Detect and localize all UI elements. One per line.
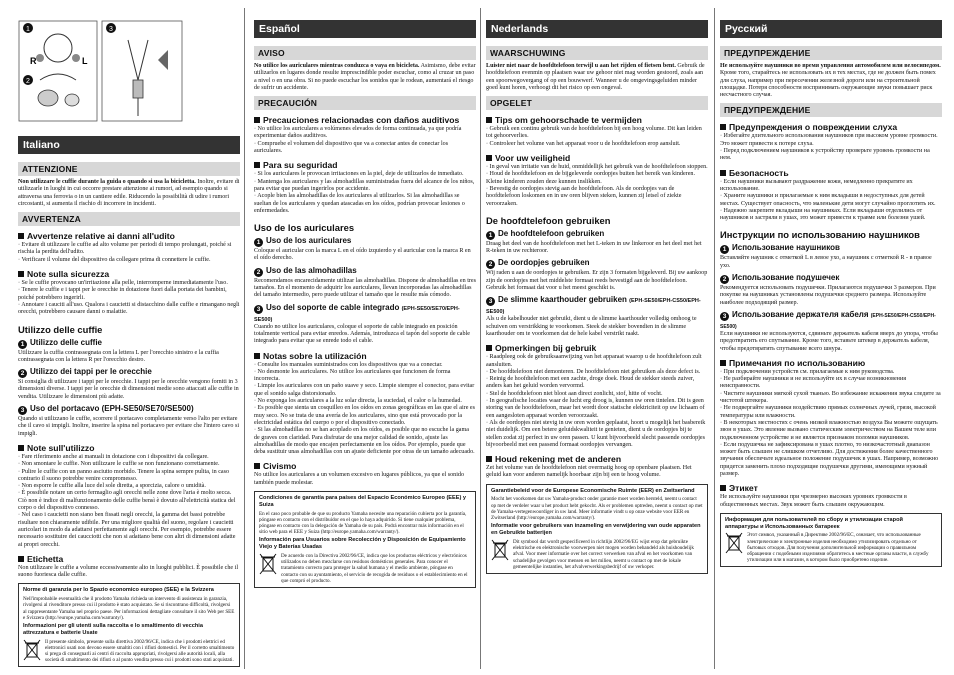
usage-3-text: Cuando no utilice los auriculares, coloque el soporte de cable integrado en posición totalmente vertical para evitar enredos. Además, introduzca el tapón del soporte de cable integrado para evitar que se enrede todo el cable. — [254, 323, 470, 345]
warranty-box: Norme di garanzia per lo Spazio economico europeo (SEE) e la Svizzera Nell'improbabile eventualità che il prodotto Yamaha richieda un intervento di assistenza in garanzia, rivolgersi al rivenditore presso cui il prodotto è stato acquistato. Se si riscontrano difficoltà, rivolgersi al rappresentante Yamaha nel proprio paese. Per informazioni dettagliate consultare il sito Web per SEE e Svizzera (http://europe.yamaha.com/warranty/). Informazioni per gli utenti sulla raccolta e lo smaltimento di vecchia attrezzatura e batterie Usate Il presente simbolo, presente sulla direttiva 2002/96/CE, indica che i prodotti elettrici ed elettronici usati non devono essere smaltiti con i rifiuti domestici. Per il corretto smaltimento si prega di consegnarli ai centri di raccolta appropriati, rivolgersi alle autorità locali, alla società di smaltimento dei rifiuti o al punto vendita presso cui i prodotti sono stati acquistati. — [18, 583, 240, 667]
subheading-3: 3 Uso del portacavo (EPH-SE50/SE70/SE500) — [18, 404, 240, 415]
usage-illustration — [18, 20, 240, 122]
etiquette-text: Не используйте наушники при чрезмерно высоких уровнях громкости в общественных местах. Звук может быть слышен окружающим. — [720, 494, 907, 508]
weee-bin-icon — [491, 539, 509, 561]
language-header: Русский — [720, 20, 942, 38]
weee-bin-icon — [725, 532, 743, 554]
notes-text: · Fare riferimento anche ai manuali in dotazione con i dispositivi da collegare. · Non smontare le cuffie. Non utilizzare le cuffie se non funzionano correttamente. · Pulire le cuffie con un panno asciutto morbido. Tenere la spina sempre pulita, in caso contrario il suono potrebbe venire compromesso. · Non esporre le cuffie alla luce del sole diretta, a sporcizia, calore o umidità. · È possibile notare un certo fermaglio agli orecchi nelle zone dove l'aria è molto secca. Ciò non è indice di malfunzionamento delle cuffie bensì è dovuto all'elettricità statica del corpo o del dispositivo connesso. · Nel caso i caucietti non siano ben fissati negli orecchi, la gamma dei bassi potrebbe risultare non chiaramente udibile. Per una migliore qualità del suono, regolare i caucietti auricolari in modo da adattarsi perfettamente agli orecchi. Per esempio, potrebbe essere necessario sostituire dei caucciotti che non si adattano bene con altri di dimensioni adatte ai propri orecchi. — [18, 453, 236, 548]
usage-3-text: Als u de kabelhouder niet gebruikt, dient u de slimme kaarthouder volledig omhoog te schuiven om verstrikking te voorkomen. Steek de stekker bovendien in de slimme kaarthouder om te voorkomen dat de hele kabel verstrikt raakt. — [486, 316, 697, 337]
warranty-box: Condiciones de garantía para países del Espacio Económico Europeo (EEE) y Suiza En el caso poco probable de que su producto Yamaha necesite una reparación cubierta por la garantía, póngase en contacto con el distribuidor en el que lo haya adquirido. Si tiene cualquier problema, póngase en contacto con la delegación de Yamaha de su país. Podrá encontrar más información en el sitio web para el EEE y Suiza (http://europe.yamaha.com/warranty/). Información para Usuarios sobre Recolección y Disposición de Equipamiento Viejo y Baterías Usadas De acuerdo con la Directiva 2002/96/CE, indica que los productos eléctricos y electrónicos utilizados no deben mezclarse con residuos domésticos generales. Para conocer el tratamiento correcto para proteger la salud humana y el medio ambiente, póngase en contacto con su ayuntamiento, el servicio de recogida de residuos o el establecimiento en el que compró el producto. — [254, 491, 476, 588]
section-opgelet: OPGELET — [486, 96, 708, 110]
warning-lead: Non utilizzare le cuffie durante la guida o quando si usa la bicicletta. — [18, 179, 196, 185]
column-nederlands: Nederlands WAARSCHUWING Luister niet naar de hoofdtelefoon terwijl u aan het rijden of fietsen bent. Gebruik de hoofdtelefoon evenmin op plaatsen waar uw gehoor niet mag worden gestoord, zoals aan een spoorwegovergang of op een bouwwerf. Wanneer u de omgevingsgeluiden minder goed kunt horen, verhoogt dit het risico op een ongeval. OPGELET Tips om gehoorschade te vermijden · Gebruik een continu gebruik van de hoofdtelefoon bij een hoog volume. Dit kan leiden tot gehoorverlies. · Controleer het volume van het apparaat voor u de hoofdtelefoon erop aansluit. Voor uw veiligheid · In geval van irritatie van de huid, onmiddellijk het gebruik van de hoofdtelefoon stoppen. · Houd de hoofdtelefoon en de bijgeleverde oordopjes buiten het bereik van kinderen. Kleine kinderen zouden deze kunnen inslikken. · Bevestig de oordopjes stevig aan de hoofdtelefoon. Als de oordopjes van de hoofdtelefoon loskomen en in uw oren blijven steken, kunnen zij letsel of ziekte veroorzaken. De hoofdtelefoon gebruiken 1 De hoofdtelefoon gebruiken Draag het deel van de hoofdtelefoon met het L-teken in uw linkeroor en het deel met het R-teken in uw rechteroor. 2 De oordopjes gebruiken Wij raden u aan de oordopjes te gebruiken. Er zijn 3 formaten bijgeleverd. Bij uw aankoop zijn de oordopjes met het middelste formaat reeds bevestigd aan de hoofdtelefoon. Gebruik het formaat dat voor u het meest geschikt is. 3 De slimme kaarthouder gebruiken (EPH-SE50/EPH-CS50/EPH-SE500) Als u de kabelhouder niet gebruikt, dient u de slimme kaarthouder volledig omhoog te schuiven om verstrikking te voorkomen. Steek de stekker bovendien in de slimme kaarthouder om te voorkomen dat de hele kabel verstrikt raakt. Opmerkingen bij gebruik · Raadpleeg ook de gebruiksaanwijzing van het apparaat waarop u de hoofdtelefoon zult aansluiten. · De hoofdtelefoon niet demonteren. De hoofdtelefoon niet gebruiken als deze defect is. · Reinig de hoofdtelefoon met een zachte, droge doek. Houd de stekker steeds zuiver, anders kan het geluid worden vervormd. · Stel de hoofdtelefoon niet bloot aan direct zonlicht, stof, hitte of vocht. · In geografische locaties waar de lucht erg droog is, kunnen uw oren tintelen. Dit is geen storing van de hoofdtelefoon, maar het wordt door statische elektriciteit op uw lichaam of een aangesloten apparaat worden veroorzaakt. · Als de oordopjes niet stevig in uw oren worden geplaatst, hoort u mogelijk het basbereik niet duidelijk. Om een betere geluidskwaliteit te genieten, dient u de oordopjes bij te stellen zodat zij perfect in uw oren passen. U kunt bijvoorbeeld slecht passende oordopjes bijvoorbeeld met een passend formaat oordopjes vervangen. Houd rekening met de anderen Zet het volume van de hoofdtelefoon niet overmatig hoog op openbare plaatsen. Het geluid kan voor anderen namelijk hoorbaar zijn bij een te hoog volume. Garantiebeleid voor de Europese Economische Ruimte (EER) en Zwitserland Mocht het voorkomen dat uw Yamaha-product onder garantie moet worden hersteld, neemt u contact op met de verdeler waar u het product hebt gekocht. Als er problemen optreden, neemt u contact op met de Yamaha-vertegenwoordiger in uw land. Meer informatie vindt u op onze website voor EER en Zwitserland (http://europe.yamaha.com/warranty/). Informatie voor gebruikers van inzameling en verwijdering van oude apparaten en Gebruikte batterijen Dit symbool dat wordt gespecificeerd in richtlijn 2002/96/EG wijst erop dat gebruikte elektrische en elektronische voorwerpen niet mogen worden behandeld als huishoudelijk afval. Voor meer informatie over het correct verwerken van afval en het voorkomen van schadelijke gevolgen voor mensen en het milieu, neemt u contact op met de lokale gemeentelijke instanties, het afvalverwerkingsbedrijf of uw verkoper. — [486, 20, 708, 668]
warranty-box: Garantiebeleid voor de Europese Economische Ruimte (EER) en Zwitserland Mocht het voorkomen dat uw Yamaha-product onder garantie moet worden hersteld, neemt u contact op met de verdeler waar u het product hebt gekocht. Als er problemen optreden, neemt u contact op met de Yamaha-vertegenwoordiger in uw land. Meer informatie vindt u op onze website voor EER en Zwitserland (http://europe.yamaha.com/warranty/). Informatie voor gebruikers van inzameling en verwijdering van oude apparaten en Gebruikte batterijen Dit symbool dat wordt gespecificeerd in richtlijn 2002/96/EG wijst erop dat gebruikte elektrische en elektronische voorwerpen niet mogen worden behandeld als huishoudelijk afval. Voor meer informatie over het correct verwerken van afval en het voorkomen van schadelijke gevolgen voor mensen en het milieu, neemt u contact op met de lokale gemeentelijke instanties, het afvalverwerkingsbedrijf of uw verkoper. — [486, 484, 708, 574]
hearing-text: · Избегайте длительного использования наушников при высоком уровне громкости. Это может привести к потере слуха. · Перед подключением наушников к устройству проверьте уровень громкости на нем. — [720, 133, 938, 162]
language-header: Italiano — [18, 136, 240, 154]
heading-usage: Инструкции по использованию наушников — [720, 229, 920, 241]
hearing-text: · Gebruik een continu gebruik van de hoofdtelefoon bij een hoog volume. Dit kan leiden tot gehoorverlies. · Controleer het volume van het apparaat voor u de hoofdtelefoon erop aansluit. — [486, 126, 702, 147]
column-espanol: Español AVISO No utilice los auriculares mientras conduzca o vaya en bicicleta. Asimismo, debe evitar utilizarlos en lugares donde resulte imprescindible poder escuchar, como al cruzar un paso a nivel o en una obra. Si no puede escuchar los sonidos que le rodean, aumentará el riesgo de sufrir un accidente. PRECAUCIÓN Precauciones relacionadas con daños auditivos · No utilice los auriculares a volúmenes elevados de forma continuada, ya que podría experimentar daños auditivos. · Compruebe el volumen del dispositivo que va a conectar antes de conectar los auriculares. Para su seguridad · Si los auriculares le provocan irritaciones en la piel, deje de utilizarlos de inmediato. · Mantenga los auriculares y las almohadillas suministradas fuera del alcance de los niños, para evitar que puedan ingerirlos por accidente. · Acople bien las almohadillas de los auriculares al utilizarlos. Si las almohadillas se sueltan de los auriculares y quedan atascadas en los oídos, podrían provocar lesiones o enfermedades. Uso de los auriculares 1 Uso de los auriculares Coloque el auricular con la marca L en el oído izquierdo y el auricular con la marca R en el oído derecho. 2 Uso de las almohadillas Recomendamos encarecidamente utilizar las almohadillas. Dispone de almohadillas en tres tamaños. En el momento de adquirir los auriculares, llevan incorporadas las almohadillas del tamaño intermedio, pero puede utilizar el tamaño que le resulte más cómodo. 3 Uso del soporte de cable integrado (EPH-SE50/SE70/EPH-SE500) Cuando no utilice los auriculares, coloque el soporte de cable integrado en posición totalmente vertical para evitar enredos. Además, introduzca el tapón del soporte de cable integrado para evitar que se enrede todo el cable. Notas sobre la utilización · Consulte los manuales suministrados con los dispositivos que va a conectar. · No desmonte los auriculares. No utilice los auriculares que funcionen de forma incorrecta. · Limpie los auriculares con un paño suave y seco. Limpie siempre el conector, para evitar que el sonido salga distorsionado. · No exponga los auriculares a la luz solar directa, la suciedad, el calor o la humedad. · Es posible que sienta un cosquilleo en los oídos en zonas geográficas en las que el aire es muy seco. No se trata de una avería de los auriculares, sino que está provocado por la electricidad estática del cuerpo o por el dispositivo conectado. · Si las almohadillas no se han acoplado en los oídos, es posible que no escuche la gama de graves con claridad. Para disfrutar de una mejor calidad de sonido, ajuste las almohadillas de modo que encajen perfectamente en los oídos. Por ejemplo, puede que deba sustituir unas almohadillas con un ajuste deficiente por otras de un tamaño adecuado. Civismo No utilice los auriculares a un volumen excesivo en lugares públicos, ya que el sonido también puede molestar. Condiciones de garantía para países del Espacio Económico Europeo (EEE) y Suiza En el caso poco probable de que su producto Yamaha necesite una reparación cubierta por la garantía, póngase en contacto con el distribuidor en el que lo haya adquirido. Si tiene cualquier problema, póngase en contacto con la delegación de Yamaha de su país. Podrá encontrar más información en el sitio web para el EEE y Suiza (http://europe.yamaha.com/warranty/). Información para Usuarios sobre Recolección y Disposición de Equipamiento Viejo y Baterías Usadas De acuerdo con la Directiva 2002/96/CE, indica que los productos eléctricos y electrónicos utilizados no deben mezclarse con residuos domésticos generales. Para conocer el tratamiento correcto para proteger la salud humana y el medio ambiente, póngase en contacto con su ayuntamiento, el servicio de recogida de residuos o el establecimiento en el que compró el producto. — [254, 20, 476, 668]
heading-safety: Para su seguridad — [254, 160, 476, 170]
section-attenzione: ATTENZIONE — [18, 162, 240, 176]
safety-text: · Si los auriculares le provocan irritaciones en la piel, deje de utilizarlos de inmediato. · Mantenga los auriculares y las almohadillas suministradas fuera del alcance de los niños, para evitar que puedan ingerirlos por accidente. · Acople bien las almohadillas de los auriculares al utilizarlos. Si las almohadillas se sueltan de los auriculares y quedan atascadas en los oídos, podrían provocar lesiones o enfermedades. — [254, 171, 475, 214]
subheading-1: 1 De hoofdtelefoon gebruiken — [486, 229, 708, 240]
section-avvertenza: AVVERTENZA — [18, 212, 240, 226]
heading-hearing: Tips om gehoorschade te vermijden — [486, 115, 708, 125]
heading-safety: Note sulla sicurezza — [18, 269, 240, 279]
heading-usage: Uso de los auriculares — [254, 222, 355, 234]
heading-safety: Voor uw veiligheid — [486, 153, 708, 163]
hearing-text: · Evitare di utilizzare le cuffie ad alto volume per periodi di tempo prolungati, poiché si rischia la perdita dell'udito. · Verificare il volume del dispositivo da collegare prima di connettere le cuffie. — [18, 242, 232, 263]
svg-text:2: 2 — [26, 78, 30, 85]
subheading-1: 1 Использование наушников — [720, 243, 942, 254]
heading-etiquette: Этикет — [720, 483, 942, 493]
subheading-2: 2 De oordopjes gebruiken — [486, 258, 708, 269]
language-header: Nederlands — [486, 20, 708, 38]
section-warning-1: ПРЕДУПРЕЖДЕНИЕ — [720, 46, 942, 60]
subheading-1: 1 Uso de los auriculares — [254, 236, 476, 247]
section-waarschuwing: WAARSCHUWING — [486, 46, 708, 60]
column-italiano — [18, 20, 240, 668]
heading-notes: Примечания по использованию — [720, 358, 942, 368]
notes-text: · Raadpleeg ook de gebruiksaanwijzing van het apparaat waarop u de hoofdtelefoon zult aansluiten. · De hoofdtelefoon niet demonteren. De hoofdtelefoon niet gebruiken als deze defect is. · Reinig de hoofdtelefoon met een zachte, droge doek. Houd de stekker steeds zuiver, anders kan het geluid worden vervormd. · Stel de hoofdtelefoon niet bloot aan direct zonlicht, stof, hitte of vocht. · In geografische locaties waar de lucht erg droog is, kunnen uw oren tintelen. Dit is geen storing van de hoofdtelefoon, maar het wordt door statische elektriciteit op uw lichaam of een aangesloten apparaat worden veroorzaakt. · Als de oordopjes niet stevig in uw oren worden geplaatst, hoort u mogelijk het basbereik niet duidelijk. Om een betere geluidskwaliteit te genieten, dient u de oordopjes bij te stellen zodat zij perfect in uw oren passen. U kunt bijvoorbeeld slecht passende oordopjes bijvoorbeeld met een passend formaat oordopjes vervangen. — [486, 354, 706, 448]
hearing-text: · No utilice los auriculares a volúmenes elevados de forma continuada, ya que podría experimentar daños auditivos. · Compruebe el volumen del dispositivo que va a conectar antes de conectar los auriculares. — [254, 126, 462, 155]
usage-1-text: Coloque el auricular con la marca L en el oído izquierdo y el auricular con la marca R en el oído derecho. — [254, 248, 471, 262]
subheading-1: 1 Utilizzo delle cuffie — [18, 338, 240, 349]
etiquette-text: Non utilizzare le cuffie a volume eccessivamente alto in luoghi pubblici. È possibile che il suono fuoriesca dalle cuffie. — [18, 564, 239, 579]
heading-usage: De hoofdtelefoon gebruiken — [486, 214, 611, 226]
etiquette-text: Zet het volume van de hoofdtelefoon niet overmatig hoog op openbare plaatsen. Het geluid kan voor anderen namelijk hoorbaar zijn bij een te hoog volume. — [486, 465, 692, 479]
usage-1-text: Draag het deel van de hoofdtelefoon met het L-teken in uw linkeroor en het deel met het R-teken in uw rechteroor. — [486, 240, 702, 255]
usage-3-text: Quando si utilizzano le cuffie, scorrere il portacavo completamente verso l'alto per evitare che il cavo si impigli. Inoltre, inserire la spina nel portacavo per evitare che l'intero cavo si impigli. — [18, 416, 240, 437]
subheading-2: 2 Utilizzo dei tappi per le orecchie — [18, 367, 240, 378]
etiquette-text: No utilice los auriculares a un volumen excesivo en lugares públicos, ya que el sonido también puede molestar. — [254, 472, 465, 486]
notes-text: · Consulte los manuales suministrados con los dispositivos que va a conectar. · No desmonte los auriculares. No utilice los auriculares que funcionen de forma incorrecta. · Limpie los auriculares con un paño suave y seco. Limpie siempre el conector, para evitar que el sonido salga distorsionado. · No exponga los auriculares a la luz solar directa, la suciedad, el calor o la humedad. · Es posible que sienta un cosquilleo en los oídos en zonas geográficas en las que el aire es muy seco. No se trata de una avería de los auriculares, sino que está provocado por la electricidad estática del cuerpo o por el dispositivo conectado. · Si las almohadillas no se han acoplado en los oídos, es posible que no escuche la gama de graves con claridad. Para disfrutar de una mejor calidad de sonido, ajuste las almohadillas de modo que encajen perfectamente en los oídos. Por ejemplo, puede que deba sustituir unas almohadillas con un ajuste deficiente por otras de un tamaño adecuado. — [254, 361, 476, 456]
safety-text: · In geval van irritatie van de huid, onmiddellijk het gebruik van de hoofdtelefoon stoppen. · Houd de hoofdtelefoon en de bijgeleverde oordopjes buiten het bereik van kinderen. Kleine kinderen zouden deze kunnen inslikken. · Bevestig de oordopjes stevig aan de hoofdtelefoon. Als de oordopjes van de hoofdtelefoon loskomen en in uw oren blijven steken, kunnen zij letsel of ziekte veroorzaken. — [486, 164, 708, 207]
usage-2-text: Рекомендуется использовать подушечки. Прилагаются подушечки 3 размеров. При покупке на наушниках установлены подушечки среднего размера. Используйте наиболее подходящий размер. — [720, 285, 936, 306]
weee-bin-icon — [23, 639, 41, 661]
heading-notes: Notas sobre la utilización — [254, 351, 476, 361]
heading-notes: Note sull'utilizzo — [18, 443, 240, 453]
section-precaucion: PRECAUCIÓN — [254, 96, 476, 110]
heading-hearing: Предупреждения о повреждении слуха — [720, 122, 942, 132]
heading-safety: Безопасность — [720, 168, 942, 178]
section-warning-2: ПРЕДУПРЕЖДЕНИЕ — [720, 103, 942, 117]
warning-text: Inoltre, evitare di utilizzarle in luoghi in cui occorre prestare attenzione ai rumori, ad esempio quando si attraversa una ferrovia o in un cantiere edile. Riducendo la possibilità di udire i rumori circostanti, si aumenta il rischio di incorrere in incidenti. — [18, 179, 240, 207]
safety-text: · Se le cuffie provocano un'irritazione alla pelle, interromperne immediatamente l'uso. · Tenere le cuffie e i tappi per le orecchie in dotazione fuori dalla portata dei bambini, poiché potrebbero ingerirli. · Annotare i cauciti all'uso. Qualora i caucietti si distacchino dalle cuffie e rimangano negli orecchi, potrebbero causare danni o malattie. — [18, 280, 240, 316]
usage-2-text: Recomendamos encarecidamente utilizar las almohadillas. Dispone de almohadillas en tres tamaños. En el momento de adquirir los auriculares, llevan incorporadas las almohadillas del tamaño intermedio, pero puede utilizar el tamaño que le resulte más cómodo. — [254, 277, 476, 299]
heading-notes: Opmerkingen bij gebruik — [486, 343, 708, 353]
heading-usage: Utilizzo delle cuffie — [18, 323, 103, 335]
svg-text:R: R — [30, 56, 37, 66]
notes-text: · При подключении устройств см. прилагаемые к ним руководства. · Не разбирайте наушники и не используйте их в случае возникновения неисправности. · Чистите наушники мягкой сухой тканью. Во избежание искажения звука следите за чистотой штекера. · Не подвергайте наушники воздействию прямых солнечных лучей, грязи, высокой температуры или влажности. · В некоторых местностях с очень низкой влажностью воздуха Вы можете ощущать звон в ушах. Это явление вызвано статическим электричеством на Вашем теле или подключенном устройстве и не является признаком поломки наушников. · Если подушечка не зафиксирована в ушах плотно, то низкочастотный диапазон может быть слышен не слишком отчетливо. Для достижения более качественного звучания обеспечьте идеальное положение подушечек в ушах. Например, возможно придется заменить плохо подходящие подушечки другими, имеющими нужный размер. — [720, 368, 941, 477]
heading-etiquette: Houd rekening met de anderen — [486, 454, 708, 464]
usage-2-text: Si consiglia di utilizzare i tappi per le orecchie. I tappi per le orecchie vengono forniti in 3 dimensioni diverse. I tappi per le orecchie di dimensioni medie sono attaccati alle cuffie in vendita. Utilizzare le dimensioni più adatte. — [18, 379, 239, 400]
heading-etiquette: Etichetta — [18, 554, 240, 564]
usage-2-text: Wij raden u aan de oordopjes te gebruiken. Er zijn 3 formaten bijgeleverd. Bij uw aankoop zijn de oordopjes met het middelste formaat reeds bevestigd aan de hoofdtelefoon. Gebruik het formaat dat voor u het meest geschikt is. — [486, 270, 708, 292]
subheading-3: 3 Uso del soporte de cable integrado (EPH-SE50/SE70/EPH-SE500) — [254, 302, 460, 323]
subheading-3: 3 De slimme kaarthouder gebruiken (EPH-SE50/EPH-CS50/EPH-SE500) — [486, 295, 701, 316]
subheading-3: 3 Использование держателя кабеля (EPH-SE50/EPH-CS50/EPH-SE500) — [720, 309, 936, 330]
disposal-box: Информация для пользователей по сбору и утилизации старой аппаратуры и Использованных батареек Этот символ, указанный в Директиве 2002/96/ЕС, означает, что использованные электрические и электронные изделия необходимо утилизировать отдельно от бытовых отходов. Для получения дополнительной информации о правильном обращении с подобными изделиями обратитесь в местные органы власти, в службу утилизации или в магазин, в котором было приобретено изделие. — [720, 513, 942, 568]
subheading-2: 2 Использование подушечек — [720, 273, 942, 284]
usage-3-text: Если наушники не используются, сдвиньте держатель кабеля вверх до упора, чтобы предотвратить его спутывание. Кроме того, вставьте штекер в держатель кабеля, чтобы предотвратить спутывание всего шнура. — [720, 330, 938, 352]
heading-hearing: Avvertenze relative ai danni all'udito — [18, 231, 240, 241]
section-aviso: AVISO — [254, 46, 476, 60]
heading-etiquette: Civismo — [254, 461, 476, 471]
subheading-2: 2 Uso de las almohadillas — [254, 266, 476, 277]
svg-text:L: L — [82, 56, 88, 66]
language-header: Español — [254, 20, 476, 38]
weee-bin-icon — [259, 553, 277, 575]
column-russian: Русский ПРЕДУПРЕЖДЕНИЕ Не используйте наушники во время управления автомобилем или велосипедом. Кроме того, старайтесь не использовать их в тех местах, где не должен быть помех для слуха, например при пересечении железной дороги или на строительной площадке. Потеря способности воспринимать окружающие звуки повышает риск несчастного случая. ПРЕДУПРЕЖДЕНИЕ Предупреждения о повреждении слуха · Избегайте длительного использования наушников при высоком уровне громкости. Это может привести к потере слуха. · Перед подключением наушников к устройству проверьте уровень громкости на нем. Безопасность · Если наушники вызывают раздражение кожи, немедленно прекратите их использование. · Храните наушники и прилагаемые к ним вкладыши в недоступных для детей местах. Существует опасность, что маленькие дети могут случайно проглотить их. · Надежно закрепите вкладыши на наушниках. Если вкладыши отделились от наушников и застряли в ушах, это может привести к травме или болезни ушей. Инструкции по использованию наушников 1 Использование наушников Вставляйте наушник с отметкой L в левое ухо, а наушник с отметкой R - в правое ухо. 2 Использование подушечек Рекомендуется использовать подушечки. Прилагаются подушечки 3 размеров. При покупке на наушниках установлены подушечки среднего размера. Используйте наиболее подходящий размер. 3 Использование держателя кабеля (EPH-SE50/EPH-CS50/EPH-SE500) Если наушники не используются, сдвиньте держатель кабеля вверх до упора, чтобы предотвратить его спутывание. Кроме того, вставьте штекер в держатель кабеля, чтобы предотвратить спутывание всего шнура. Примечания по использованию · При подключении устройств см. прилагаемые к ним руководства. · Не разбирайте наушники и не используйте их в случае возникновения неисправности. · Чистите наушники мягкой сухой тканью. Во избежание искажения звука следите за чистотой штекера. · Не подвергайте наушники воздействию прямых солнечных лучей, грязи, высокой температуры или влажности. · В некоторых местностях с очень низкой влажностью воздуха Вы можете ощущать звон в ушах. Это явление вызвано статическим электричеством на Вашем теле или подключенном устройстве и не является признаком поломки наушников. · Если подушечка не зафиксирована в ушах плотно, то низкочастотный диапазон может быть слышен не слишком отчетливо. Для достижения более качественного звучания обеспечьте идеальное положение подушечек в ушах. Например, возможно придется заменить плохо подходящие подушечки другими, имеющими нужный размер. Этикет Не используйте наушники при чрезмерно высоких уровнях громкости в общественных местах. Звук может быть слышен окружающим. Информация для пользователей по сбору и утилизации старой аппаратуры и Использованных батареек Этот символ, указанный в Директиве 2002/96/ЕС, означает, что использованные электрические и электронные изделия необходимо утилизировать отдельно от бытовых отходов. Для получения дополнительной информации о правильном обращении с подобными изделиями обратитесь в местные органы власти, в службу утилизации или в магазин, в котором было приобретено изделие. — [720, 20, 942, 668]
svg-text:3: 3 — [109, 26, 113, 33]
heading-hearing: Precauciones relacionadas con daños auditivos — [254, 115, 476, 125]
svg-text:1: 1 — [26, 26, 30, 33]
usage-1-text: Вставляйте наушник с отметкой L в левое ухо, а наушник с отметкой R - в правое ухо. — [720, 255, 932, 269]
usage-1-text: Utilizzare la cuffia contrassegnata con la lettera L per l'orecchio sinistro e la cuffia contrassegnata con la lettera R per l'orecchio destro. — [18, 349, 219, 363]
safety-text: · Если наушники вызывают раздражение кожи, немедленно прекратите их использование. · Храните наушники и прилагаемые к ним вкладыши в недоступных для детей местах. Существует опасность, что маленькие дети могут случайно проглотить их. · Надежно закрепите вкладыши на наушниках. Если вкладыши отделились от наушников и застряли в ушах, это может привести к травме или болезни ушей. — [720, 178, 936, 222]
